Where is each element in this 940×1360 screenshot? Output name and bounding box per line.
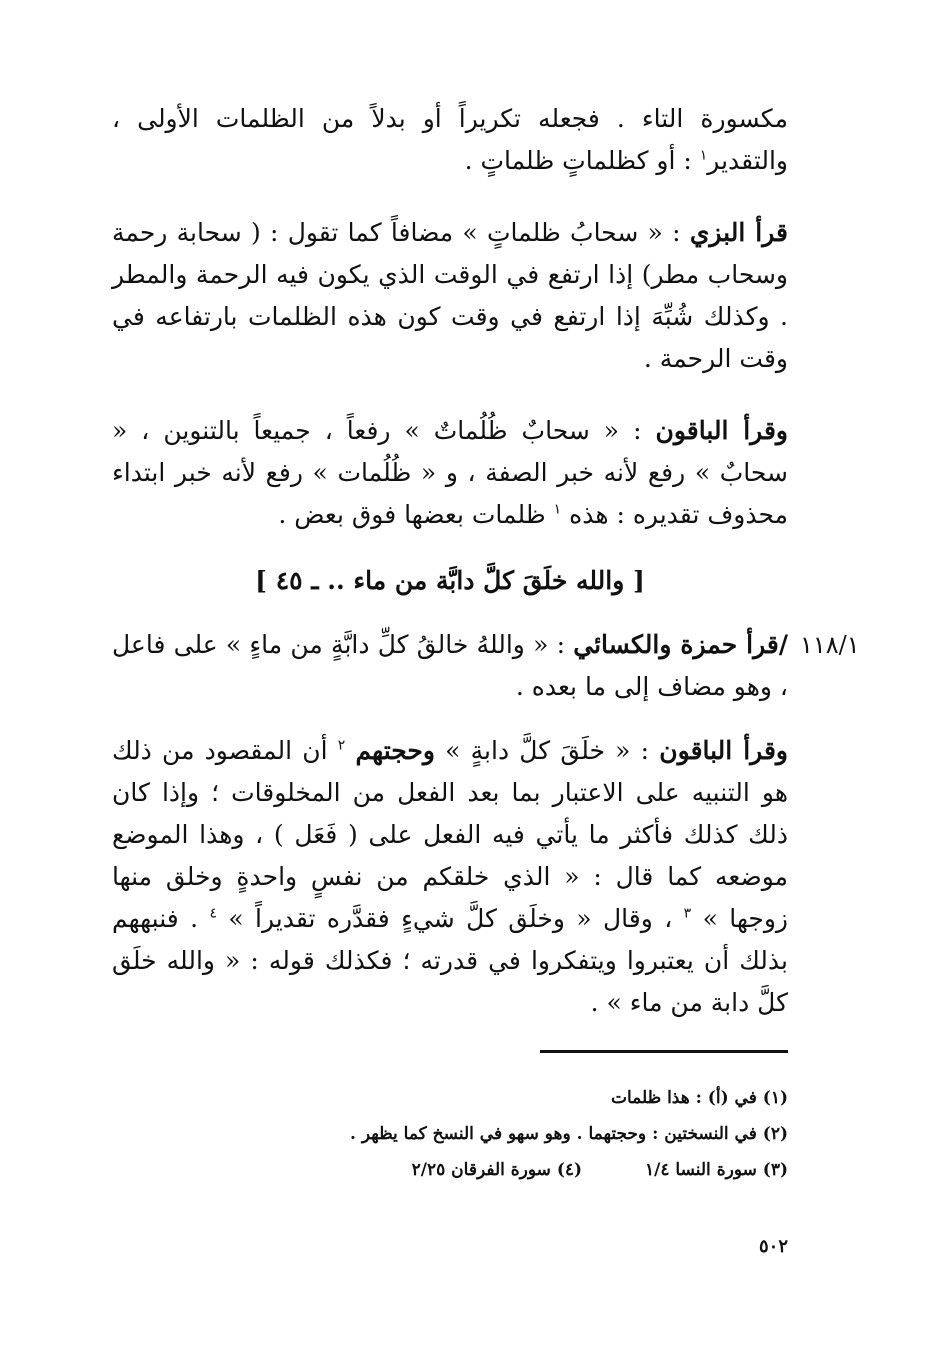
paragraph-4 xyxy=(112,624,788,708)
footnote-row-3-4 xyxy=(112,1152,788,1188)
verse-heading: [ والله خلَقَ كلَّ دابَّة من ماء .. ـ ٤٥ ] xyxy=(255,566,645,595)
paragraph-3 xyxy=(112,410,788,536)
reader-name: قرأ البزي xyxy=(689,218,788,247)
footnote-2: (٢) في النسختين : وحجتهما . وهو سهو في النسخ كما يظهر . xyxy=(350,1124,788,1144)
footnote-marker: ٢ xyxy=(337,737,346,754)
footnote-divider xyxy=(540,1050,788,1053)
reader-name: وقرأ الباقون xyxy=(659,736,788,765)
footnote-marker: ١ xyxy=(553,501,562,518)
footnote-3: (٣) سورة النسا ١/٤ xyxy=(645,1160,788,1180)
reader-name: وقرأ الباقون xyxy=(655,416,789,445)
footnote-marker: ١ xyxy=(699,147,708,164)
footnote-marker: ٤ xyxy=(209,905,217,922)
paragraph-4-text: : « واللهُ خالقُ كلِّ دابَّةٍ من ماءٍ » على فاعل ، وهو مضاف إلى ما بعده . xyxy=(112,630,788,701)
paragraph-1-text-b: : أو كظلماتٍ ظلماتٍ . xyxy=(464,146,692,175)
page-number: ٥٠٢ xyxy=(758,1236,788,1257)
paragraph-5-text-d: . فنبههم بذلك أن يعتبروا ويتفكروا في قدرته ؛ فكذلك قوله : « والله خلَق كلَّ دابة من ماء » . xyxy=(112,904,788,1017)
paragraph-2-text: : « سحابُ ظلماتٍ » مضافاً كما تقول : ( سحابة رحمة وسحاب مطر) إذا ارتفع في الوقت الذي يكون فيه الرحمة والمطر . وكذلك شُبِّهَ إذا ارتفع في وقت كون هذه الظلمات بارتفاعه في وقت الرحمة . xyxy=(112,218,788,373)
paragraph-5-text-c: ، وقال « وخلَق كلَّ شيءٍ فقدَّره تقديراً » xyxy=(228,904,673,933)
paragraph-2 xyxy=(112,212,788,380)
paragraph-1-text-a: مكسورة التاء . فجعله تكريراً أو بدلاً من الظلمات الأولى ، والتقدير xyxy=(112,104,788,175)
footnote-marker: ٣ xyxy=(683,905,692,922)
argument-label: وحجتهم xyxy=(355,736,435,765)
manuscript-folio-reference: ١١٨/١ xyxy=(800,631,860,659)
footnote-1: (١) في (أ) : هذا ظلمات xyxy=(611,1088,788,1108)
paragraph-5 xyxy=(112,730,788,1024)
footnote-4: (٤) سورة الفرقان ٢/٢٥ xyxy=(411,1160,583,1180)
paragraph-1 xyxy=(112,98,788,182)
paragraph-5-text-b: أن المقصود من ذلك هو التنبيه على الاعتبار بما بعد الفعل من المخلوقات ؛ وإذا كان ذلك كذلك فأكثر ما يأتي فيه الفعل على ( فَعَل ) ، وهذا الموضع موضعه كما قال : « الذي خلقكم من نفسٍ واحدةٍ وخلق منها زوجها » xyxy=(112,736,788,933)
paragraph-5-text-a: : « خلَقَ كلَّ دابةٍ » xyxy=(445,736,650,765)
reader-name: /قرأ حمزة والكسائي xyxy=(573,630,789,659)
footnotes xyxy=(112,1080,788,1188)
paragraph-3-text-a: : « سحابٌ ظُلُماتٌ » رفعاً ، جميعاً بالتنوين ، « سحابٌ » رفع لأنه خبر الصفة ، و « ظُلُمات » رفع لأنه خبر ابتداء محذوف تقديره : هذه xyxy=(112,416,788,529)
paragraph-3-text-b: ظلمات بعضها فوق بعض . xyxy=(278,500,546,529)
